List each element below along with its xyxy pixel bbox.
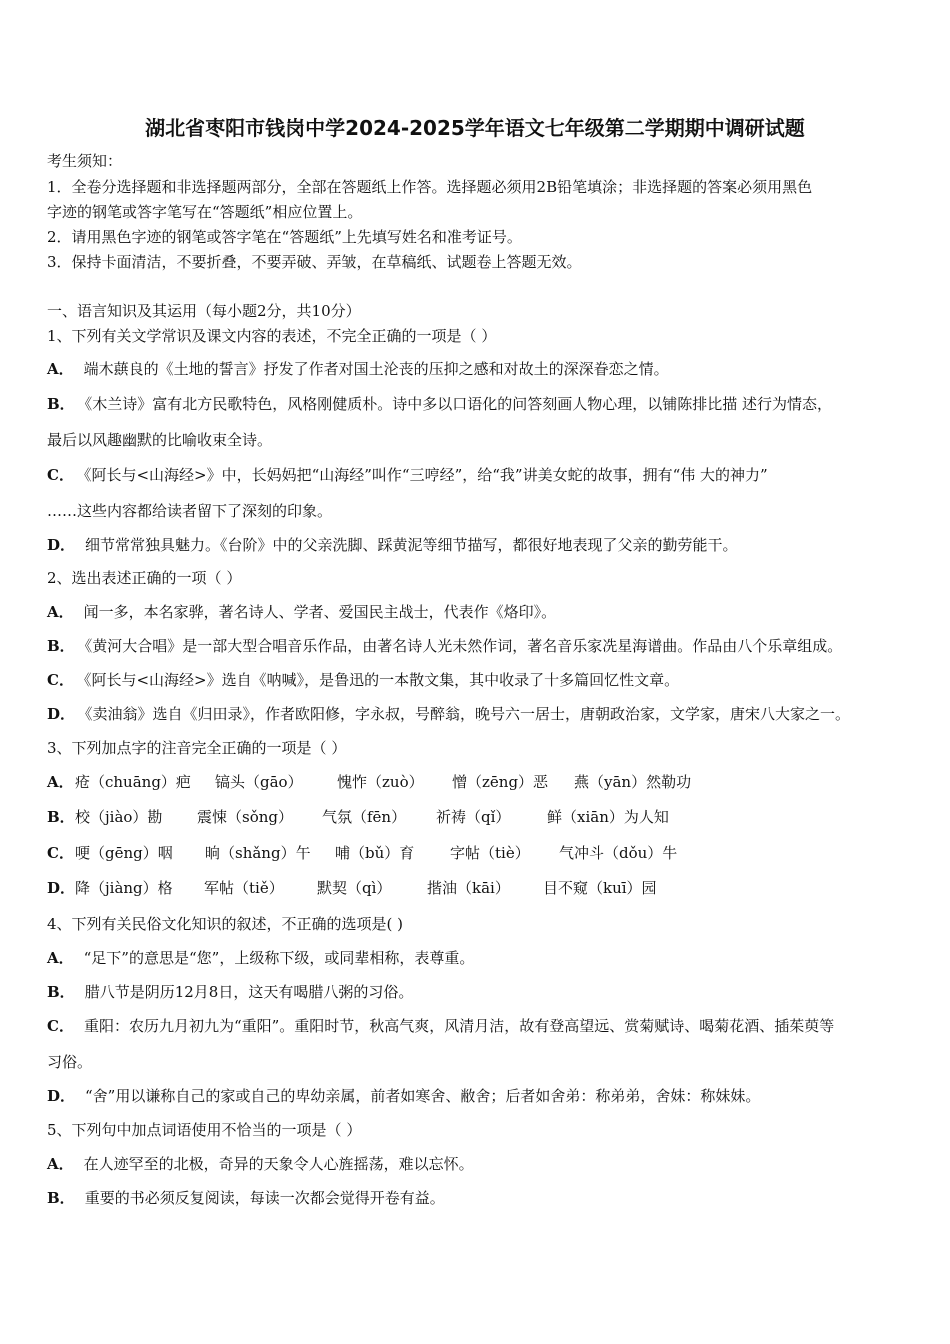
option-text: 重要的书必须反复阅读，每读一次都会觉得开卷有益。 xyxy=(84,1189,445,1207)
notice-item-3: 3．保持卡面清洁，不要折叠，不要弄破、弄皱，在草稿纸、试题卷上答题无效。 xyxy=(47,253,582,271)
question-1-option-c-cont: ……这些内容都给读者留下了深刻的印象。 xyxy=(47,502,333,520)
question-4-option-c xyxy=(47,1016,834,1036)
question-1-option-c xyxy=(47,465,768,485)
option-label: A． xyxy=(47,773,74,791)
pinyin-item: 疮（chuāng）疤 xyxy=(75,773,191,791)
question-4-option-d xyxy=(47,1086,760,1106)
question-5-option-b xyxy=(47,1188,445,1208)
pinyin-item: 默契（qì） xyxy=(317,879,392,897)
option-text: 闻一多，本名家骅，著名诗人、学者、爱国民主战士，代表作《烙印》。 xyxy=(83,603,557,621)
option-label: B． xyxy=(47,395,75,413)
pinyin-item: 憎（zēng）恶 xyxy=(452,773,549,791)
option-text: 在人迹罕至的北极，奇异的天象令人心旌摇荡，难以忘怀。 xyxy=(83,1155,474,1173)
pinyin-item: 字帖（tiè） xyxy=(450,844,530,862)
notice-heading: 考生须知： xyxy=(47,152,123,170)
option-text: “足下”的意思是“您”，上级称下级，或同辈相称，表尊重。 xyxy=(83,949,475,967)
option-label: C． xyxy=(47,466,74,484)
option-label: D． xyxy=(47,536,76,554)
option-text: 《木兰诗》富有北方民歌特色，风格刚健质朴。诗中多以口语化的问答刻画人物心理，以铺陈排比描 述行为情态， xyxy=(84,395,832,413)
question-1-option-b xyxy=(47,394,832,414)
question-2-option-c xyxy=(47,670,679,690)
question-4-option-a xyxy=(47,948,474,968)
option-label: C． xyxy=(47,1017,74,1035)
question-4-option-b xyxy=(47,982,413,1002)
option-label: A． xyxy=(47,360,74,378)
option-label: A． xyxy=(47,1155,74,1173)
option-text: 重阳：农历九月初九为“重阳”。重阳时节，秋高气爽，风清月洁，故有登高望远、赏菊赋诗、喝菊花酒、插茱萸等 xyxy=(83,1017,835,1035)
question-1-stem: 1、下列有关文学常识及课文内容的表述，不完全正确的一项是（ ） xyxy=(47,327,497,345)
option-label: A． xyxy=(47,603,74,621)
pinyin-item: 哽（gēng）咽 xyxy=(75,844,173,862)
question-1-option-d xyxy=(47,535,738,555)
question-3-stem: 3、下列加点字的注音完全正确的一项是（ ） xyxy=(47,739,347,757)
option-label: B． xyxy=(47,637,75,655)
option-text: 腊八节是阴历12月8日，这天有喝腊八粥的习俗。 xyxy=(84,983,414,1001)
notice-item-1-cont: 字迹的钢笔或答字笔写在“答题纸”相应位置上。 xyxy=(47,203,363,221)
option-label: B． xyxy=(47,983,75,1001)
question-2-stem: 2、选出表述正确的一项（ ） xyxy=(47,569,242,587)
pinyin-item: 降（jiàng）格 xyxy=(75,879,173,897)
pinyin-item: 晌（shǎng）午 xyxy=(205,844,311,862)
pinyin-item: 愧怍（zuò） xyxy=(337,773,424,791)
option-text: 细节常常独具魅力。《台阶》中的父亲洗脚、踩黄泥等细节描写，都很好地表现了父亲的勤劳能干。 xyxy=(85,536,738,554)
question-1-option-b-cont: 最后以风趣幽默的比喻收束全诗。 xyxy=(47,431,273,449)
option-label: C． xyxy=(47,844,74,862)
pinyin-item: 燕（yān）然勒功 xyxy=(574,773,692,791)
pinyin-item: 气冲斗（dǒu）牛 xyxy=(559,844,678,862)
option-label: D． xyxy=(47,1087,76,1105)
option-text: “舍”用以谦称自己的家或自己的卑幼亲属，前者如寒舍、敝舍；后者如舍弟：称弟弟，舍妹：称妹妹。 xyxy=(85,1087,761,1105)
question-4-stem: 4、下列有关民俗文化知识的叙述，不正确的选项是( ) xyxy=(47,915,404,933)
option-label: D． xyxy=(47,879,76,897)
question-2-option-b xyxy=(47,636,842,656)
question-2-option-d xyxy=(47,704,850,724)
option-label: B． xyxy=(47,1189,75,1207)
option-text: 《阿长与<山海经>》中，长妈妈把“山海经”叫作“三哼经”，给“我”讲美女蛇的故事，拥有“伟 大的神力” xyxy=(83,466,768,484)
pinyin-item: 震悚（sǒng） xyxy=(197,808,293,826)
pinyin-item: 祈祷（qǐ） xyxy=(436,808,511,826)
notice-item-1: 1．全卷分选择题和非选择题两部分，全部在答题纸上作答。选择题必须用2B铅笔填涂；非选择题的答案必须用黑色 xyxy=(47,178,813,196)
option-text: 端木蕻良的《土地的誓言》抒发了作者对国土沦丧的压抑之感和对故土的深深眷恋之情。 xyxy=(83,360,669,378)
question-3-option-b xyxy=(47,807,907,827)
question-5-option-a xyxy=(47,1154,474,1174)
section-heading: 一、语言知识及其运用（每小题2分，共10分） xyxy=(47,302,361,320)
pinyin-item: 校（jiào）勘 xyxy=(75,808,163,826)
question-3-option-c xyxy=(47,843,907,863)
exam-title: 湖北省枣阳市钱岗中学2024-2025学年语文七年级第二学期期中调研试题 xyxy=(145,116,805,140)
option-text: 《卖油翁》选自《归田录》，作者欧阳修，字永叔，号醉翁，晚号六一居士，唐朝政治家，文学家，唐宋八大家之一。 xyxy=(85,705,851,723)
pinyin-item: 鲜（xiān）为人知 xyxy=(547,808,669,826)
question-4-option-c-cont: 习俗。 xyxy=(47,1053,93,1071)
pinyin-item: 哺（bǔ）育 xyxy=(335,844,415,862)
question-3-option-d xyxy=(47,878,907,898)
pinyin-item: 目不窥（kuī）园 xyxy=(543,879,657,897)
option-label: A． xyxy=(47,949,74,967)
pinyin-item: 军帖（tiě） xyxy=(204,879,284,897)
question-3-option-a xyxy=(47,772,907,792)
option-label: B． xyxy=(47,808,75,826)
pinyin-item: 揩油（kāi） xyxy=(427,879,510,897)
option-text: 《阿长与<山海经>》选自《呐喊》，是鲁迅的一本散文集，其中收录了十多篇回忆性文章。 xyxy=(83,671,680,689)
notice-item-2: 2．请用黑色字迹的钢笔或答字笔在“答题纸”上先填写姓名和准考证号。 xyxy=(47,228,522,246)
pinyin-item: 气氛（fēn） xyxy=(322,808,407,826)
pinyin-item: 镐头（gāo） xyxy=(215,773,303,791)
question-5-stem: 5、下列句中加点词语使用不恰当的一项是（ ） xyxy=(47,1121,362,1139)
option-text: 《黄河大合唱》是一部大型合唱音乐作品，由著名诗人光未然作词，著名音乐家冼星海谱曲。作品由八个乐章组成。 xyxy=(84,637,843,655)
option-label: C． xyxy=(47,671,74,689)
question-2-option-a xyxy=(47,602,556,622)
question-1-option-a xyxy=(47,359,669,379)
option-label: D． xyxy=(47,705,76,723)
